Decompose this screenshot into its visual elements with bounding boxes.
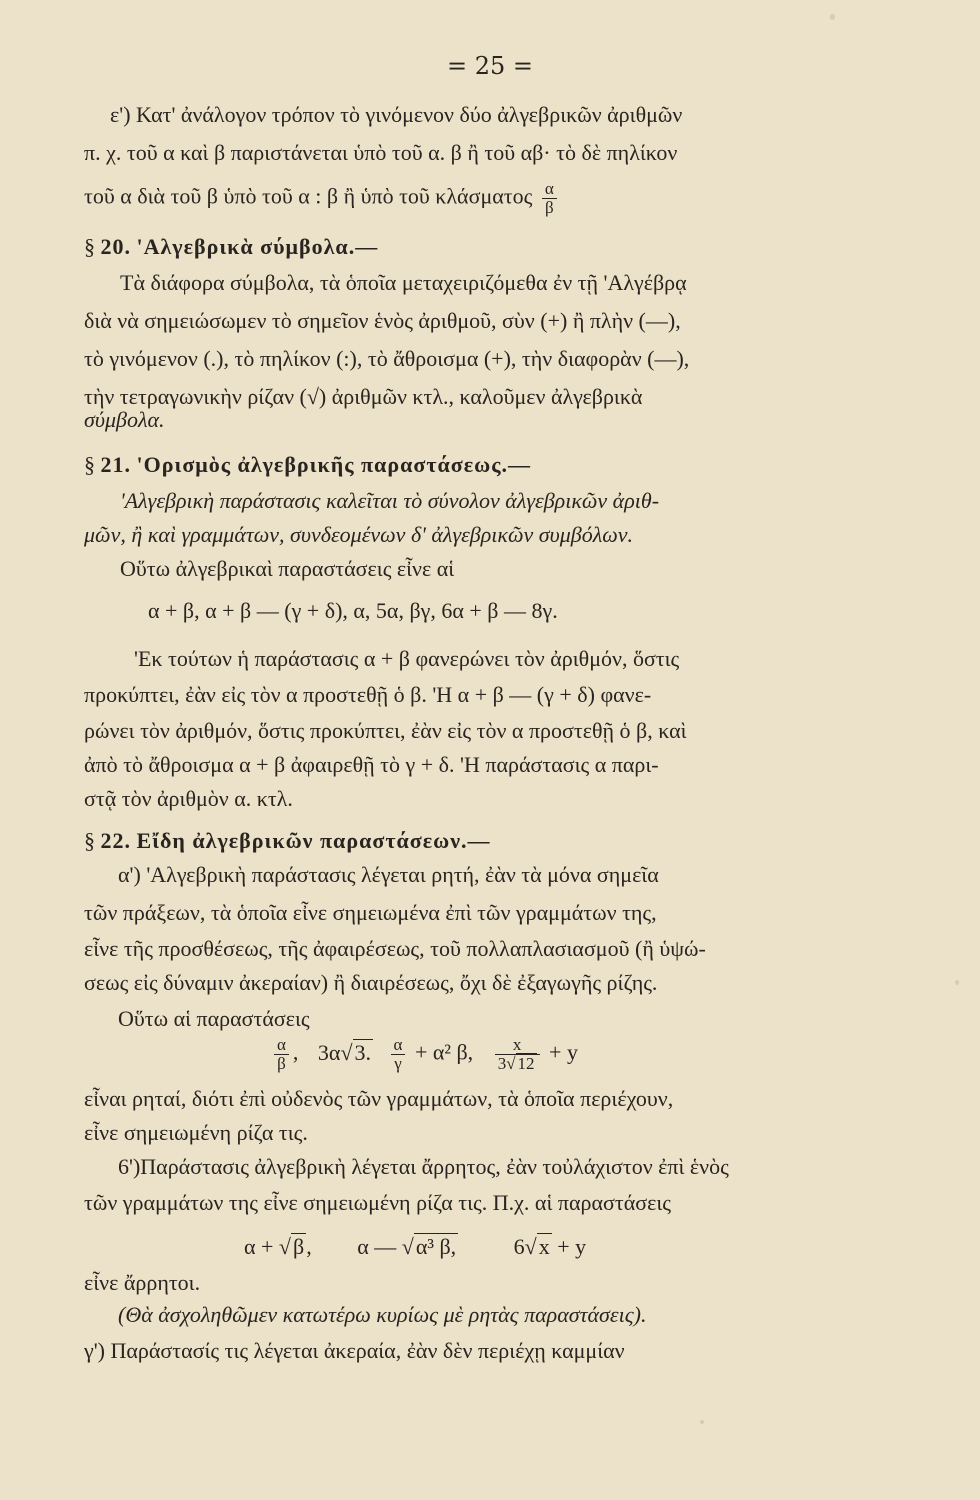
section-symbol: § [84,452,95,477]
fraction-alpha-over-beta: $\frac{\alpha}{\beta}$ [542,180,557,217]
para-e-line-3: τοῦ α διὰ τοῦ β ὑπὸ τοῦ α : β ἢ ὑπὸ τοῦ κλάσματος $\frac{\alpha}{\beta}$ [84,180,744,217]
sec20-line-5: σύμβολα. [84,407,165,432]
sec22-a-line-4: σεως εἰς δύναμιν ἀκεραίαν) ἢ διαιρέσεως, ὄχι δὲ ἐξαγωγῆς ρίζης. [84,970,658,995]
paper-speck [955,980,959,985]
section-number: 21. [100,452,131,477]
section-title: 'Αλγεβρικὰ σύμβολα.— [136,234,379,259]
rational-expressions: $\frac{\alpha}{\beta}$ , 3α√3. $\frac{\alpha}{\gamma}$ + α² β, $\frac{x}{3√ 12}$ + y [270,1036,740,1073]
sec22-c-line-1: γ') Παράστασίς τις λέγεται ἀκεραία, ἐὰν δὲν περιέχῃ καμμίαν [84,1338,625,1363]
sec21-para-line-2: προκύπτει, ἐὰν εἰς τὸν α προστεθῇ ὁ β. 'Η α + β — (γ + δ) φανε- [84,682,652,707]
section-symbol: § [84,234,95,259]
sec21-para-line-4: ἀπὸ τὸ ἄθροισμα α + β ἀφαιρεθῇ τὸ γ + δ. 'Η παράστασις α παρι- [84,752,659,777]
para-e-line-1: ε') Κατ' ἀνάλογον τρόπον τὸ γινόμενον δύο ἀλγεβρικῶν ἀριθμῶν [110,102,683,127]
paper-speck [700,1420,704,1424]
sec21-para-line-1: 'Εκ τούτων ἡ παράστασις α + β φανερώνει τὸν ἀριθμόν, ὅστις [134,646,680,671]
sec22-note: (Θὰ ἀσχοληθῶμεν κατωτέρω κυρίως μὲ ρητὰς παραστάσεις). [118,1302,647,1327]
sec21-para-line-3: ρώνει τὸν ἀριθμόν, ὅστις προκύπτει, ἐὰν εἰς τὸν α προστεθῇ ὁ β, καὶ [84,718,687,743]
sec22-a-line-7: εἶνε σημειωμένη ρίζα τις. [84,1120,308,1145]
section-title: 'Ορισμὸς ἀλγεβρικῆς παραστάσεως.— [136,452,531,477]
section-21-heading [84,450,904,480]
section-22-heading [84,826,904,856]
sec21-para-line-5: στᾷ τὸν ἀριθμὸν α. κτλ. [84,786,293,811]
sec20-line-2: διὰ νὰ σημειώσωμεν τὸ σημεῖον ἑνὸς ἀριθμοῦ, σὺν (+) ἢ πλὴν (—), [84,308,681,333]
sec22-a-line-2: τῶν πράξεων, τὰ ὁποῖα εἶνε σημειωμένα ἐπὶ τῶν γραμμάτων της, [84,900,657,925]
fraction-alpha-over-beta: $\frac{\alpha}{\beta}$ [274,1036,289,1073]
sec21-line-3: Οὕτω ἀλγεβρικαὶ παραστάσεις εἶνε αἱ [120,556,455,581]
section-symbol: § [84,828,95,853]
section-title: Εἴδη ἀλγεβρικῶν παραστάσεων.— [136,828,491,853]
sec22-b-line-1: 6')Παράστασις ἀλγεβρικὴ λέγεται ἄρρητος, ἐὰν τοὐλάχιστον ἐπὶ ἑνὸς [118,1154,729,1179]
para-e-line-2: π. χ. τοῦ α καὶ β παριστάνεται ὑπὸ τοῦ α. β ἢ τοῦ αβ· τὸ δὲ πηλίκον [84,140,678,165]
sec21-definition-line-2: μῶν, ἢ καὶ γραμμάτων, συνδεομένων δ' ἀλγεβρικῶν συμβόλων. [84,522,634,547]
sec20-line-1: Τὰ διάφορα σύμβολα, τὰ ὁποῖα μεταχειριζόμεθα ἐν τῇ 'Αλγέβρᾳ [120,270,687,295]
section-20-heading [84,232,904,262]
sec22-a-line-6: εἶναι ρηταί, διότι ἐπὶ οὐδενὸς τῶν γραμμάτων, τὰ ὁποῖα περιέχουν, [84,1086,674,1111]
page-number: = 25 = [446,52,533,80]
irrational-expressions: α + √β, α — √α³ β, 6√x + y [244,1234,587,1259]
section-number: 22. [100,828,131,853]
section-number: 20. [100,234,131,259]
sec21-definition-line-1: 'Αλγεβρικὴ παράστασις καλεῖται τὸ σύνολον ἀλγεβρικῶν ἀριθ- [120,488,660,513]
sec20-line-4: τὴν τετραγωνικὴν ρίζαν (√) ἀριθμῶν κτλ., καλοῦμεν ἀλγεβρικὰ [84,384,643,409]
sec22-b-line-3: εἶνε ἄρρητοι. [84,1270,201,1295]
fraction-alpha-over-gamma: $\frac{\alpha}{\gamma}$ [391,1036,406,1073]
sec22-a-line-5: Οὕτω αἱ παραστάσεις [118,1006,310,1031]
fraction-x-over-3-root-12: $\frac{x}{3√ 12}$ [495,1036,540,1073]
paper-speck [830,14,835,20]
sec20-line-3: τὸ γινόμενον (.), τὸ πηλίκον (:), τὸ ἄθροισμα (+), τὴν διαφορὰν (—), [84,346,690,371]
sec22-a-line-1: α') 'Αλγεβρικὴ παράστασις λέγεται ρητή, ἐὰν τὰ μόνα σημεῖα [118,862,659,887]
para-e-marker: ε') [110,102,131,127]
sec22-a-line-3: εἶνε τῆς προσθέσεως, τῆς ἀφαιρέσεως, τοῦ πολλαπλασιασμοῦ (ἢ ὑψώ- [84,936,706,961]
sec22-b-line-2: τῶν γραμμάτων της εἶνε σημειωμένη ρίζα τις. Π.χ. αἱ παραστάσεις [84,1190,671,1215]
sec21-examples: α + β, α + β — (γ + δ), α, 5α, βγ, 6α + β — 8γ. [148,598,558,623]
